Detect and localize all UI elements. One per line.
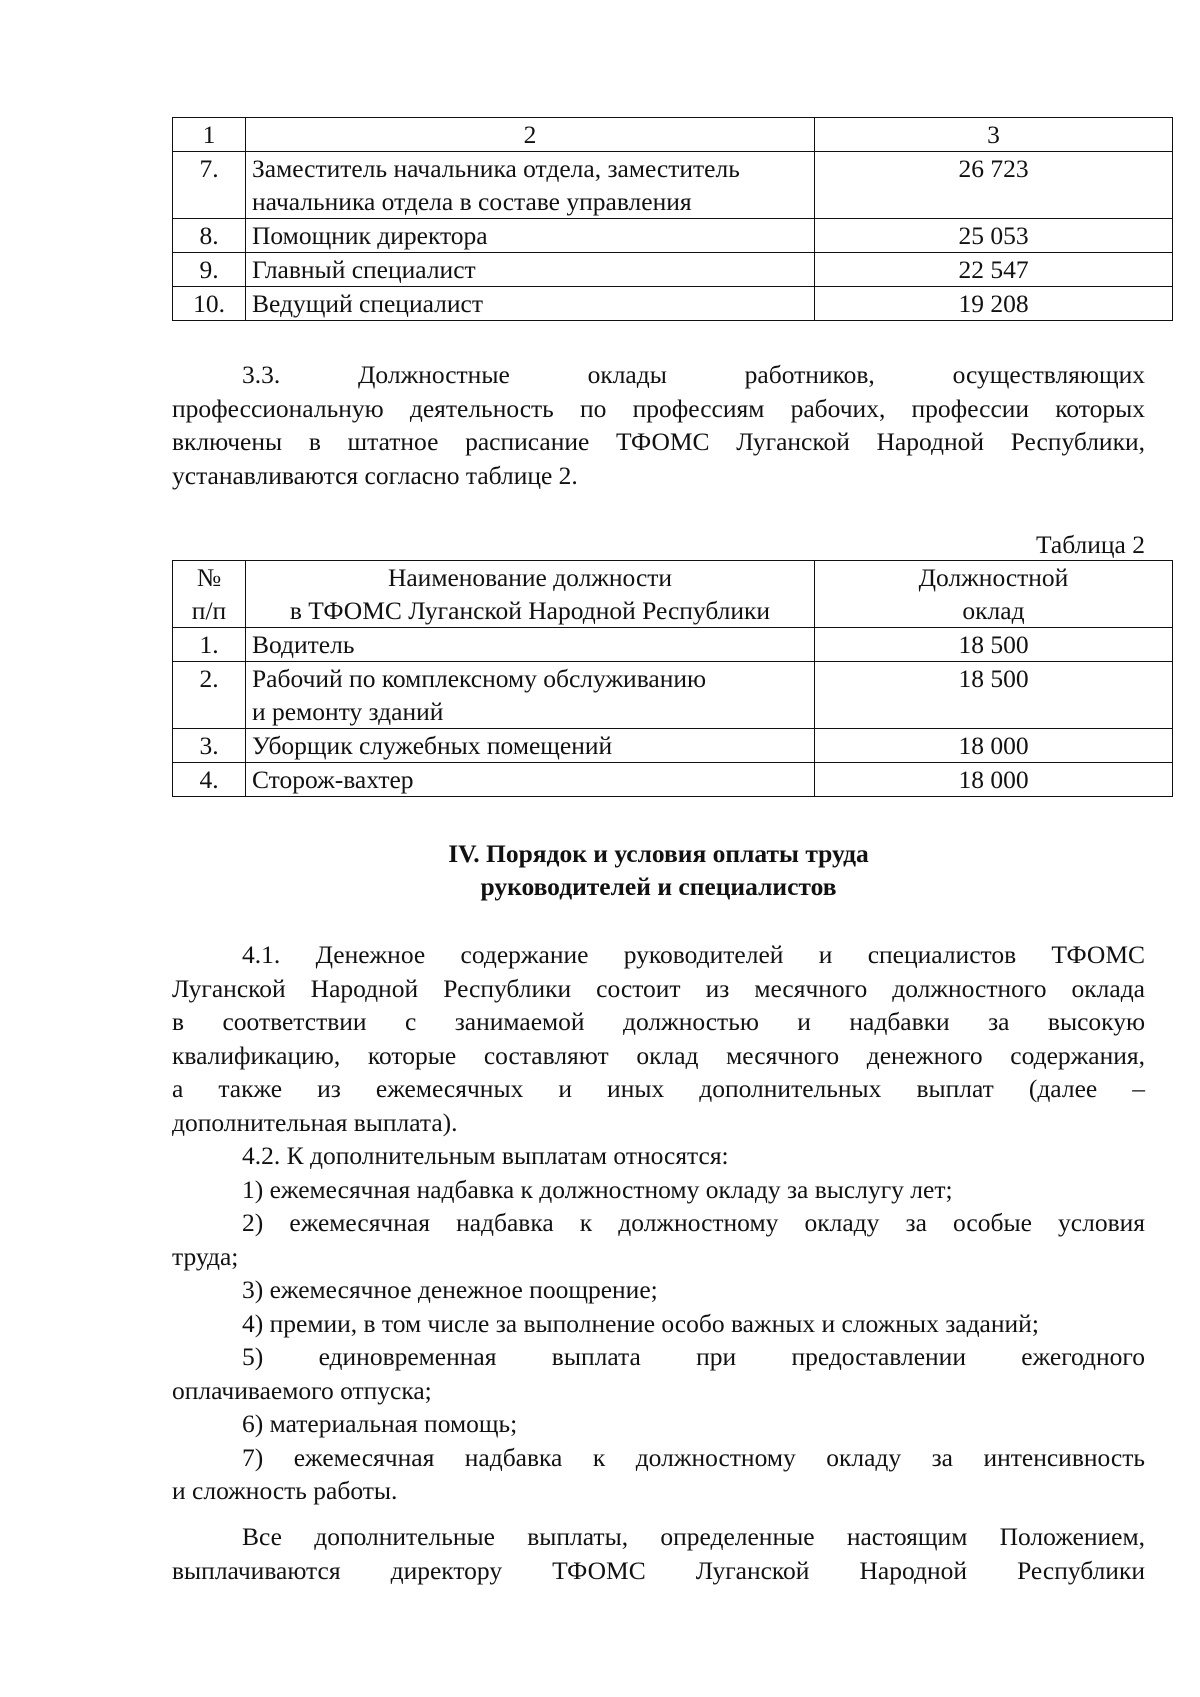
table-caption: Таблица 2 xyxy=(1035,530,1145,559)
paragraph-line: дополнительная выплата). xyxy=(172,1107,458,1137)
list-item-continuation: труда; xyxy=(172,1241,239,1271)
column-number-3: 3 xyxy=(815,118,1173,152)
salary-value: 19 208 xyxy=(815,287,1173,321)
table-row xyxy=(173,287,1173,321)
paragraph-line: Все дополнительные выплаты, определенные настоящим Положением, xyxy=(242,1522,1145,1551)
row-number: 7. xyxy=(173,152,246,219)
header-position-line: Наименование должности xyxy=(387,563,673,592)
table-header-row xyxy=(173,561,1173,628)
list-item: 5) единовременная выплата при предоставлении ежегодного xyxy=(242,1342,1145,1371)
list-item-continuation: и сложность работы. xyxy=(172,1476,398,1505)
salary-value: 18 500 xyxy=(815,662,1173,729)
position-name: Ведущий специалист xyxy=(246,287,815,321)
header-salary-line: оклад xyxy=(962,596,1025,625)
position-name-line: Рабочий по комплексному обслуживанию xyxy=(252,664,707,693)
row-number: 4. xyxy=(173,763,246,797)
table-header-row xyxy=(173,118,1173,152)
header-salary xyxy=(815,561,1173,628)
paragraph-line: устанавливаются согласно таблице 2. xyxy=(172,460,578,490)
position-name-line: и ремонту зданий xyxy=(252,697,444,726)
paragraph-4-2 xyxy=(172,1139,1145,1508)
row-number: 2. xyxy=(173,662,246,729)
row-number: 1. xyxy=(173,628,246,662)
salary-value: 18 500 xyxy=(815,628,1173,662)
table-row xyxy=(173,763,1173,797)
position-name xyxy=(246,662,815,729)
row-number: 8. xyxy=(173,219,246,253)
list-item: 1) ежемесячная надбавка к должностному окладу за выслугу лет; xyxy=(242,1174,953,1204)
salary-value: 26 723 xyxy=(815,152,1173,219)
section-heading-line: IV. Порядок и условия оплаты труда xyxy=(448,839,869,868)
position-name-line: Заместитель начальника отдела, заместитель xyxy=(252,154,740,183)
position-name: Уборщик служебных помещений xyxy=(246,729,815,763)
position-name xyxy=(246,152,815,219)
list-item: 2) ежемесячная надбавка к должностному окладу за особые условия xyxy=(242,1208,1145,1237)
position-name: Сторож-вахтер xyxy=(246,763,815,797)
header-number xyxy=(173,561,246,628)
list-item: 3) ежемесячное денежное поощрение; xyxy=(242,1275,658,1304)
row-number: 9. xyxy=(173,253,246,287)
table-row xyxy=(173,219,1173,253)
header-salary-line: Должностной xyxy=(918,563,1069,592)
section-heading-line: руководителей и специалистов xyxy=(480,872,837,901)
paragraph-final xyxy=(172,1520,1145,1587)
column-number-2: 2 xyxy=(246,118,815,152)
paragraph-line: квалификацию, которые составляют оклад месячного денежного содержания, xyxy=(172,1040,1145,1070)
paragraph-line: 4.1. Денежное содержание руководителей и специалистов ТФОМС xyxy=(242,940,1145,969)
list-item: 4) премии, в том числе за выполнение особо важных и сложных заданий; xyxy=(242,1308,1039,1338)
paragraph-4-1 xyxy=(172,938,1145,1139)
header-number-line: п/п xyxy=(191,596,227,625)
header-number-line: № xyxy=(196,563,222,592)
column-number-1: 1 xyxy=(173,118,246,152)
table-row xyxy=(173,253,1173,287)
position-name-line: начальника отдела в составе управления xyxy=(252,187,692,216)
paragraph-3-3 xyxy=(172,358,1145,492)
table-row xyxy=(173,152,1173,219)
paragraph-line: Луганской Народной Республики состоит из месячного должностного оклада xyxy=(172,973,1145,1003)
paragraph-line: профессиональную деятельность по профессиям рабочих, профессии которых xyxy=(172,393,1145,423)
salary-table-2 xyxy=(172,560,1173,797)
header-position xyxy=(246,561,815,628)
row-number: 10. xyxy=(173,287,246,321)
salary-value: 25 053 xyxy=(815,219,1173,253)
salary-value: 18 000 xyxy=(815,763,1173,797)
row-number: 3. xyxy=(173,729,246,763)
table-row xyxy=(173,628,1173,662)
list-item-continuation: оплачиваемого отпуска; xyxy=(172,1375,432,1405)
salary-value: 22 547 xyxy=(815,253,1173,287)
table-row xyxy=(173,729,1173,763)
list-item: 6) материальная помощь; xyxy=(242,1409,518,1438)
paragraph-line: включены в штатное расписание ТФОМС Луганской Народной Республики, xyxy=(172,427,1145,456)
paragraph-line: в соответствии с занимаемой должностью и надбавки за высокую xyxy=(172,1007,1145,1036)
paragraph-line: выплачиваются директору ТФОМС Луганской Народной Республики xyxy=(172,1555,1145,1585)
table-row xyxy=(173,662,1173,729)
paragraph-line: 4.2. К дополнительным выплатам относятся: xyxy=(242,1141,729,1170)
paragraph-line: 3.3. Должностные оклады работников, осуществляющих xyxy=(242,360,1145,389)
header-position-line: в ТФОМС Луганской Народной Республики xyxy=(289,596,771,625)
position-name: Водитель xyxy=(246,628,815,662)
salary-value: 18 000 xyxy=(815,729,1173,763)
section-heading xyxy=(172,837,1145,903)
salary-table-1 xyxy=(172,117,1173,321)
position-name: Помощник директора xyxy=(246,219,815,253)
list-item: 7) ежемесячная надбавка к должностному окладу за интенсивность xyxy=(242,1442,1145,1472)
position-name: Главный специалист xyxy=(246,253,815,287)
paragraph-line: а также из ежемесячных и иных дополнительных выплат (далее – xyxy=(172,1074,1145,1103)
